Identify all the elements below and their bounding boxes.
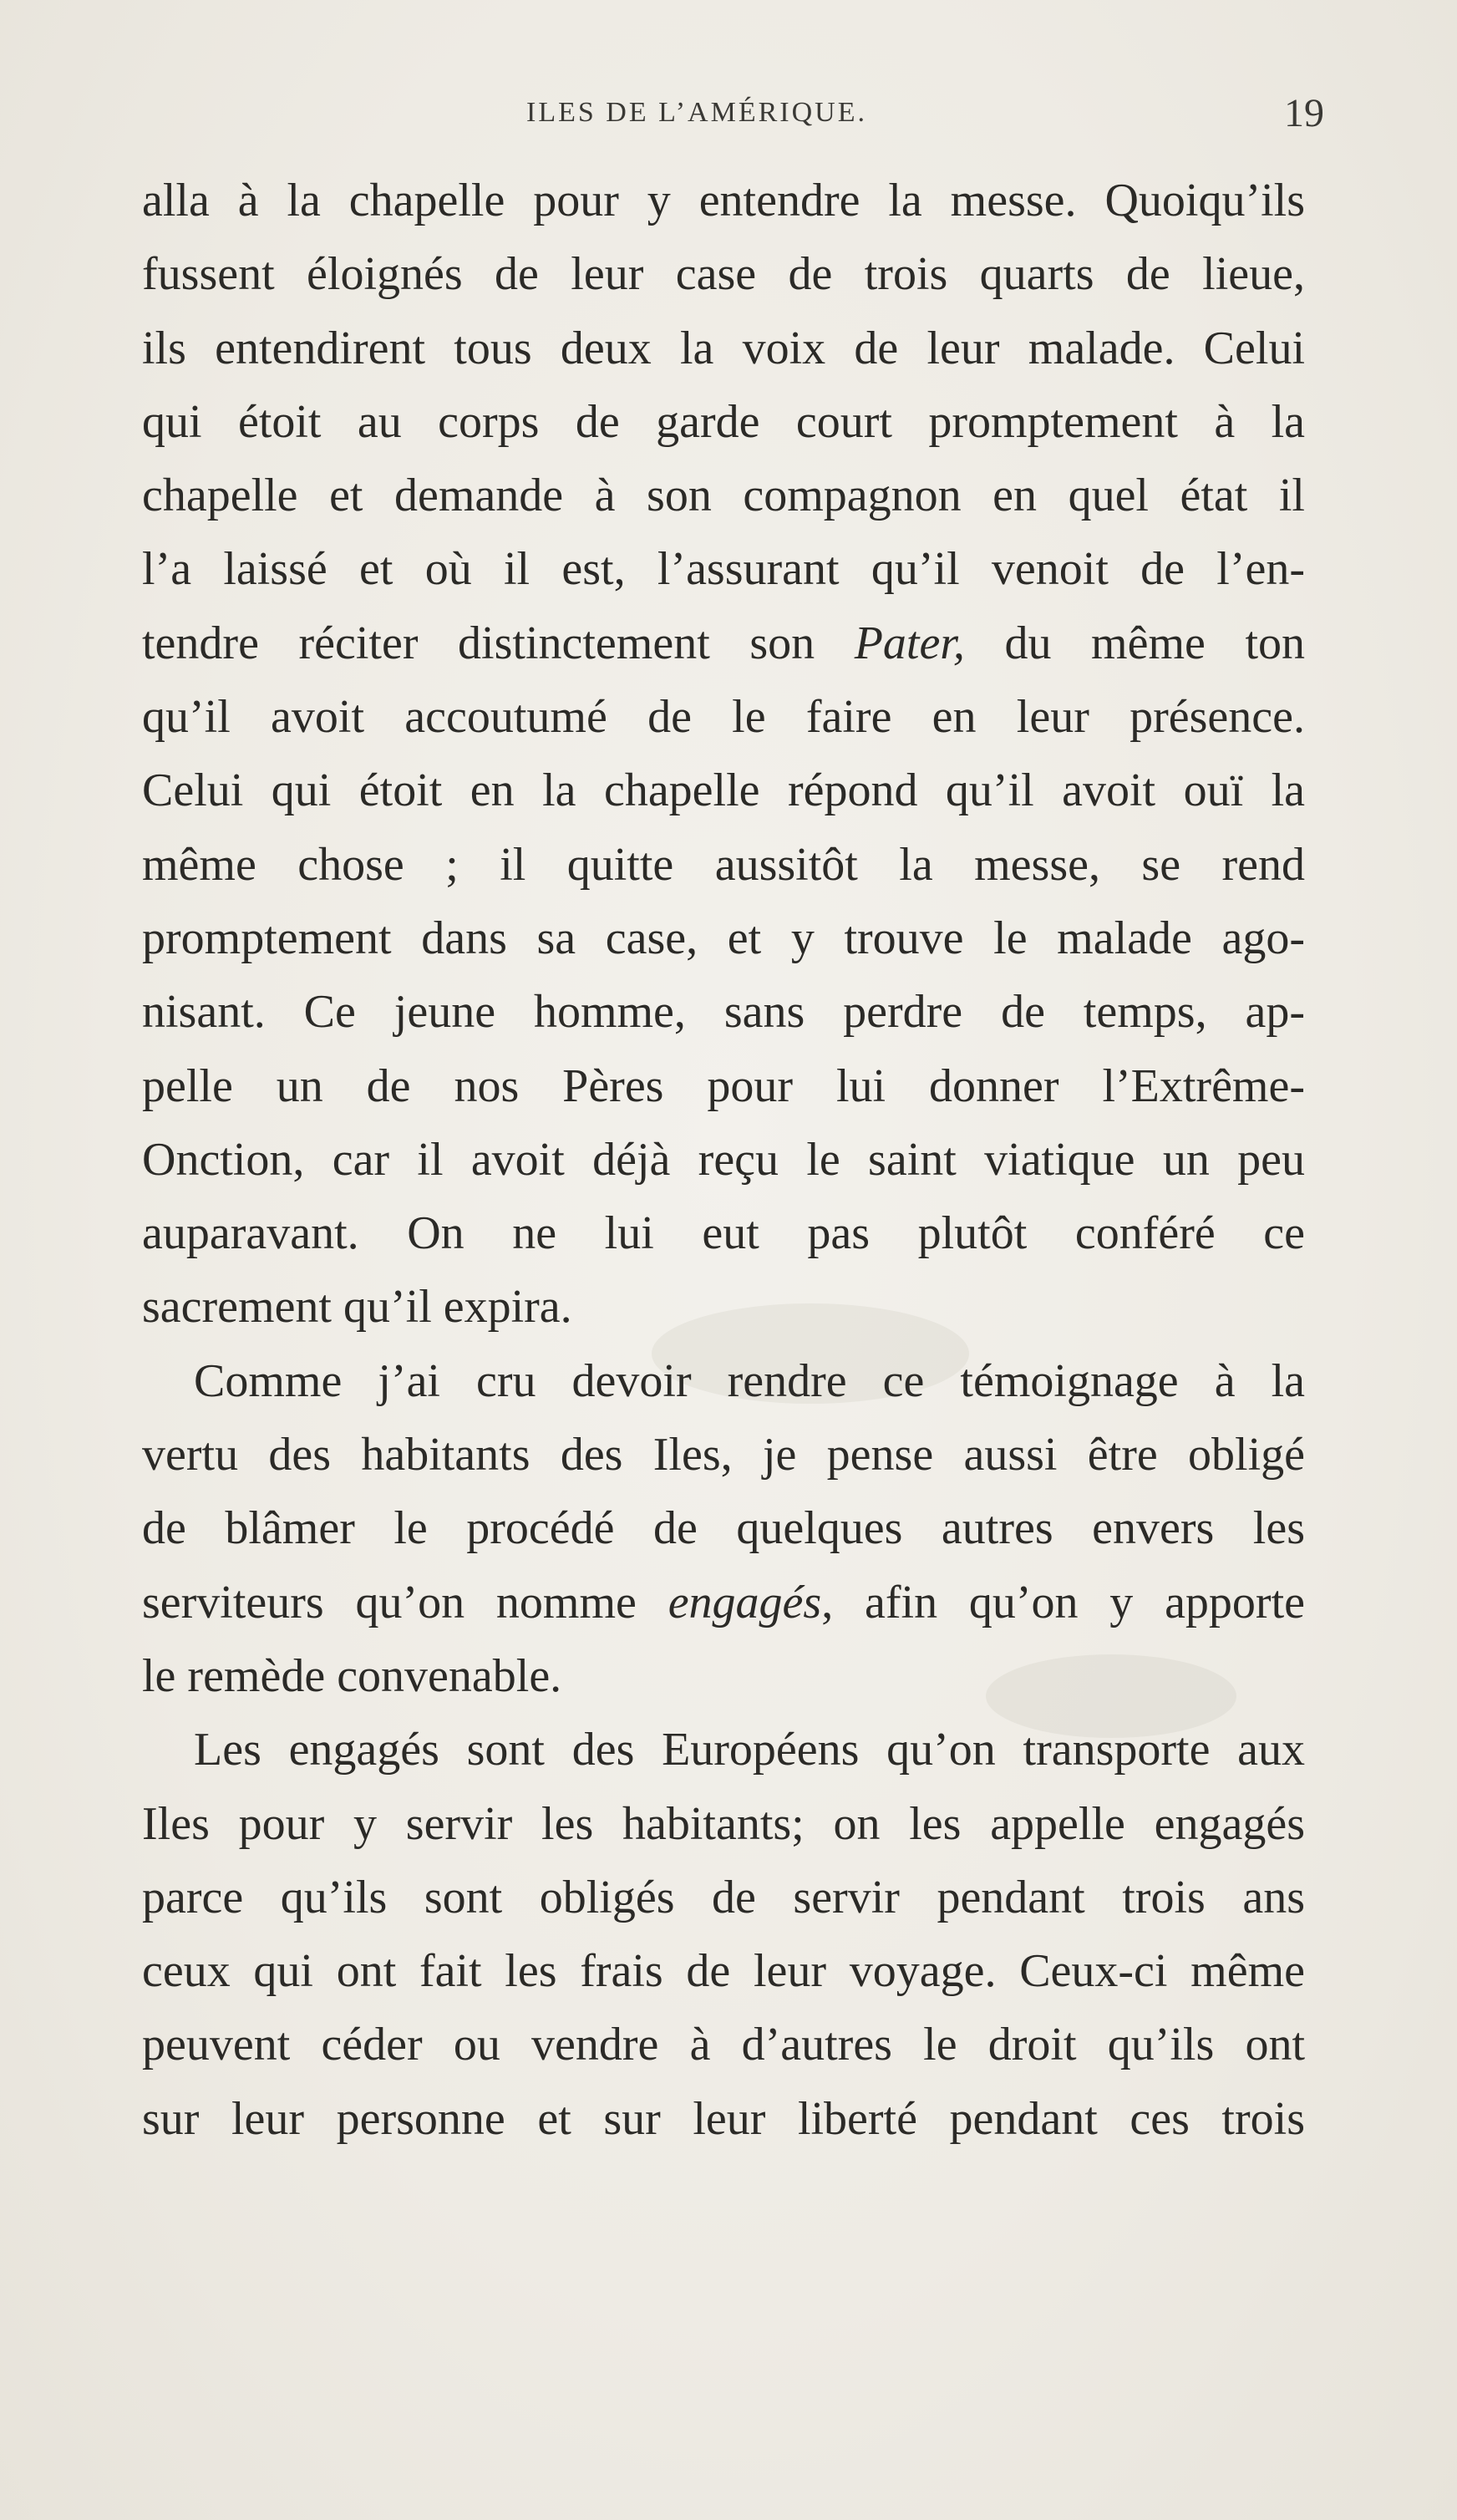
text-run: tendre réciter distinctement son <box>142 617 855 669</box>
text-line: Onction, car il avoit déjà reçu le saint viatique un peu <box>142 1133 1305 1186</box>
text-line <box>142 607 1305 680</box>
paragraph-end-line: sacrement qu’il expira. <box>142 1281 572 1334</box>
text-run: serviteurs qu’on nomme <box>142 1576 668 1628</box>
text-line: qui étoit au corps de garde court promptement à la <box>142 395 1305 448</box>
page-number: 19 <box>1284 91 1324 135</box>
text-line <box>142 1566 1305 1639</box>
paragraph-end-line: le remède convenable. <box>142 1649 562 1702</box>
paragraph-start-line: Comme j’ai cru devoir rendre ce témoignage à la <box>194 1354 1305 1407</box>
italic-word-engages: engagés <box>668 1576 822 1628</box>
text-line: nisant. Ce jeune homme, sans perdre de temps, ap- <box>142 986 1305 1039</box>
text-line: sur leur personne et sur leur liberté pendant ces trois <box>142 2092 1305 2145</box>
text-line: chapelle et demande à son compagnon en quel état il <box>142 470 1305 522</box>
text-line: promptement dans sa case, et y trouve le malade ago- <box>142 912 1305 964</box>
text-run: , afin qu’on y apporte <box>821 1576 1305 1628</box>
text-line: l’a laissé et où il est, l’assurant qu’il venoit de l’en- <box>142 543 1305 596</box>
body-text <box>142 164 1305 2156</box>
text-line: peuvent céder ou vendre à d’autres le droit qu’ils ont <box>142 2019 1305 2071</box>
text-run: du même ton <box>964 617 1306 669</box>
running-header <box>526 90 1324 140</box>
text-line: Celui qui étoit en la chapelle répond qu’il avoit ouï la <box>142 765 1305 817</box>
text-line: ils entendirent tous deux la voix de leur malade. Celui <box>142 322 1305 374</box>
text-line: de blâmer le procédé de quelques autres envers les <box>142 1502 1305 1555</box>
text-line: parce qu’ils sont obligés de servir pendant trois ans <box>142 1871 1305 1923</box>
text-line: qu’il avoit accoutumé de le faire en leur présence. <box>142 691 1305 744</box>
italic-word-pater: Pater, <box>854 617 965 669</box>
text-line: même chose ; il quitte aussitôt la messe, se rend <box>142 838 1305 891</box>
text-line: fussent éloignés de leur case de trois quarts de lieue, <box>142 248 1305 301</box>
text-line: Iles pour y servir les habitants; on les appelle engagés <box>142 1797 1305 1850</box>
text-line: pelle un de nos Pères pour lui donner l’Extrême- <box>142 1059 1305 1112</box>
running-title: ILES DE L’AMÉRIQUE. <box>526 97 867 128</box>
text-line: alla à la chapelle pour y entendre la messe. Quoiqu’ils <box>142 175 1305 226</box>
text-line: vertu des habitants des Iles, je pense aussi être obligé <box>142 1429 1305 1481</box>
paragraph-start-line: Les engagés sont des Européens qu’on transporte aux <box>194 1724 1305 1776</box>
text-line: ceux qui ont fait les frais de leur voyage. Ceux-ci même <box>142 1945 1305 1998</box>
text-line: auparavant. On ne lui eut pas plutôt conféré ce <box>142 1207 1305 1260</box>
